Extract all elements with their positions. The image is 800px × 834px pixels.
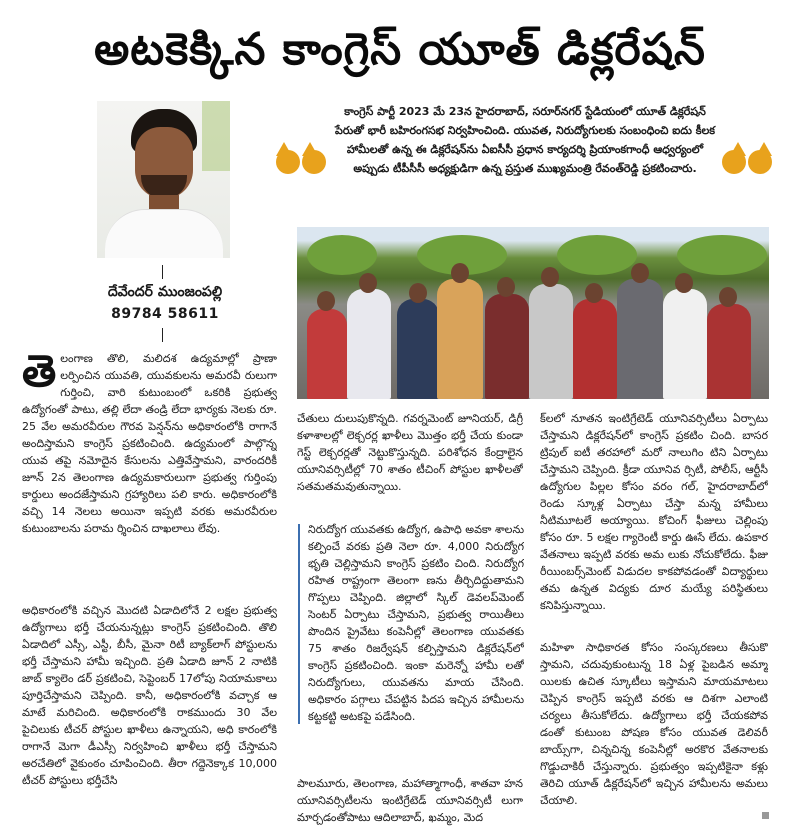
crowd-photo: [297, 227, 769, 399]
author-phone: 89784 58611: [111, 306, 219, 322]
author-name: దేవేందర్ ముంజంపల్లి: [107, 284, 223, 300]
headline: అటకెక్కిన కాంగ్రెస్ యూత్ డిక్లరేషన్: [94, 24, 706, 75]
closing-quote-icon: [718, 140, 778, 180]
author-photo: [97, 101, 230, 258]
column-rule: [298, 524, 300, 724]
body-paragraph: తె లంగాణ తొలి, మలిదశ ఉద్యమాల్లో ప్రాణా లర్పించిన యువతి, యువకులను అమరవీ రులుగా గుర్తించి, వారి కుటుంబంలో ఒకరికి ప్రభుత్వ ఉద్యోగంతో పాటు, తల్లి లేదా తండ్రి లేదా భార్యకు నెలకు రూ. 25 వేల అమరవీరుల గౌరవ పెన్షన్‌ను అధికారంలోకి రాగానే అందిస్తామని కాంగ్రెస్ ప్రకటించింది. ఉద్యమంలో పాల్గొన్న యువ తపై నమోదైన కేసులను ఎత్తివేస్తామని, వారందరికీ జూన్ 2న తెలంగాణ ఉద్యమకారులుగా ప్రభుత్వ గుర్తింపు కార్డులు అందజేస్తామని గ్రహ్యారిలు పలి కారు. అధికారంలోకి వచ్చి 14 నెలలు అయినా ఇప్పటి వరకు అమరవీరుల కుటుంబాలను పరామ ర్శించిన దాఖలాలు లేవు.: [22, 350, 277, 535]
pull-quote: కాంగ్రెస్ పార్టీ 2023 మే 23న హైదరాబాద్, సరూర్‌నగర్ స్టేడియంలో యూత్ డిక్లరేషన్ పేరుతో భారీ బహిరంగసభ నిర్వహించింది. యువత, నిరుద్యోగులకు సంబంధించి ఐదు కీలక హామీలతో ఉన్న ఈ డిక్లరేషన్‌ను ఏఐసీసీ ప్రధాన కార్యదర్శి ప్రియాంకగాంధీ ఆధ్వర్యంలో అప్పుడు టీపీసీసీ అధ్యక్షుడిగా ఉన్న ప్రస్తుత ముఖ్యమంత్రి రేవంత్‌రెడ్డి ప్రకటించారు.: [335, 105, 715, 175]
end-mark: [762, 812, 769, 819]
body-paragraph: నిరుద్యోగ యువతకు ఉద్యోగ, ఉపాధి అవకా శాలను కల్పించే వరకు ప్రతి నెలా రూ. 4,000 నిరుద్యోగ భృతి చెల్లిస్తామని కాంగ్రెస్ ప్రకటిం చింది. నిరుద్యోగ రహిత రాష్ట్రంగా తెలంగా ణను తీర్చిదిద్దుతామని గొప్పలు చెప్పింది. జిల్లాలో స్కిల్ డెవలప్‌మెంట్ సెంటర్ ఏర్పాటు చేస్తామని, ప్రభుత్వ రాయితీలు పొందిన ప్రైవేటు కంపెనీల్లో తెలంగాణ యువతకు 75 శాతం రిజర్వేషన్ కల్పిస్తామని డిక్లరేషన్‌లో కాంగ్రెస్ ప్రకటించింది. ఇంకా మరెన్నో హామీ లతో నిరుద్యోగులు, యువతను మాయ చేసింది. అధికారం పగ్గాలు చేపట్టిన పిదప ఇచ్చిన హామీలను కట్టకట్టి అటకపై పడేసింది.: [308, 523, 524, 723]
body-paragraph: మహిళా సాధికారత కోసం సంస్కరణలు తీసుకొ స్తామని, చదువుకుంటున్న 18 ఏళ్ల పైబడిన అమ్మా యిలకు ఉచిత స్కూటీలు ఇస్తామని మాయమాటలు చెప్పిన కాంగ్రెస్ ఇప్పటి వరకు ఆ దిశగా ఎలాంటి చర్యలు తీసుకోలేదు. ఉద్యోగాలు భర్తీ చేయకపోవ డంతో కుటుంబ పోషణ కోసం యువత డెలివరీ బాయ్స్‌గా, చిన్నచిన్న కంపెనీల్లో అరకొర వేతనాలకు గొడ్డుచాకిరీ చేస్తున్నారు. ప్రభుత్వం ఇప్పటికైనా కళ్లు తెరిచి యూత్ డిక్లరేషన్‌లో ఇచ్చిన హామీలను అమలు చేయాలి.: [540, 641, 768, 807]
drop-cap: తె: [22, 350, 57, 397]
separator-tick: [162, 265, 163, 279]
body-paragraph: పాలమూరు, తెలంగాణ, మహాత్మాగాంధీ, శాతవా హన యూనివర్సిటీలను ఇంటిగ్రేటెడ్ యూనివర్సిటీ లుగా మార్చడంతోపాటు ఆదిలాబాద్, ఖమ్మం, మెద: [297, 777, 523, 824]
separator-tick: [162, 328, 163, 342]
opening-quote-icon: [272, 140, 332, 180]
body-paragraph: అధికారంలోకి వచ్చిన మొదటి ఏడాదిలోనే 2 లక్షల ప్రభుత్వ ఉద్యోగాలు భర్తీ చేయనున్నట్లు కాంగ్రెస్ ప్రకటించింది. తొలి ఏడాదిలో ఎస్సీ, ఎస్టీ, బీసీ, మైనా రిటీ బ్యాక్‌లాగ్ పోస్టులను భర్తీ చేస్తామని హామీ ఇచ్చింది. ప్రతి ఏడాది జూన్ 2 నాటికి జాబ్ క్యాలెం డర్ ప్రకటించి, సెప్టెంబర్ 17లోపు నియామకాలు పూర్తిచేస్తామని చెప్పింది. కానీ, అధికారంలోకి వచ్చాక ఆ మాటే మరిచింది. అధికారంలోకి రాకముందు 30 వేల పైచిలుకు టీచర్ పోస్టుల ఖాళీలు ఉన్నాయని, అధి కారంలోకి రాగానే మెగా డీఎస్సీ నిర్వహించి ఖాళీలు భర్తీ చేస్తామని అరచేతిలో వైకుంఠం చూపించింది. తీరా గద్దెనెక్కాక 10,000 టీచర్ పోస్టులు భర్తీచేసి: [22, 604, 277, 787]
body-paragraph: క్‌లలో నూతన ఇంటిగ్రేటెడ్ యూనివర్సిటీలు ఏర్పాటు చేస్తామని డిక్లరేషన్‌లో కాంగ్రెస్ ప్రకటిం చింది. బాసర ట్రిపుల్ ఐటీ తరహాలో మరో నాలుగిం టిని ఏర్పాటు చేస్తామని చెప్పింది. క్రీడా యూనివ ర్సిటీ, పోలీస్, ఆర్టీసీ ఉద్యోగుల పిల్లల కోసం వరం గల్, హైదరాబాద్‌లో రెండు స్కూళ్ల ఏర్పాటు చేస్తా మన్న హామీలు నీటిమూటలే అయ్యాయి. కోచింగ్ ఫీజులు చెల్లింపు కోసం రూ. 5 లక్షల గ్యారెంటీ కార్డు ఊసే లేదు. ఉపకార వేతనాలు ఇప్పటి వరకు అమ లుకు నోచుకోలేదు. ఫీజు రీయింబర్స్‌మెంట్ విడుదల కాకపోవడంతో విద్యార్థులు తమ ఉన్నత విద్యకు దూర మయ్యే పరిస్థితులు కనిపిస్తున్నాయి.: [540, 412, 768, 612]
body-paragraph: చేతులు దులుపుకొన్నది. గవర్నమెంట్ జూనియర్, డిగ్రీ కళాశాలల్లో లెక్చరర్ల ఖాళీలు మొత్తం భర్తీ చేయ కుండా గెస్ట్ లెక్చరర్లతో నెట్టుకొస్తున్నది. పరిశోధన కేంద్రాలైన యూనివర్సిటీల్లో 70 శాతం టీచింగ్ పోస్టుల ఖాళీలతో సతమతమవుతున్నాయి.: [297, 412, 523, 493]
